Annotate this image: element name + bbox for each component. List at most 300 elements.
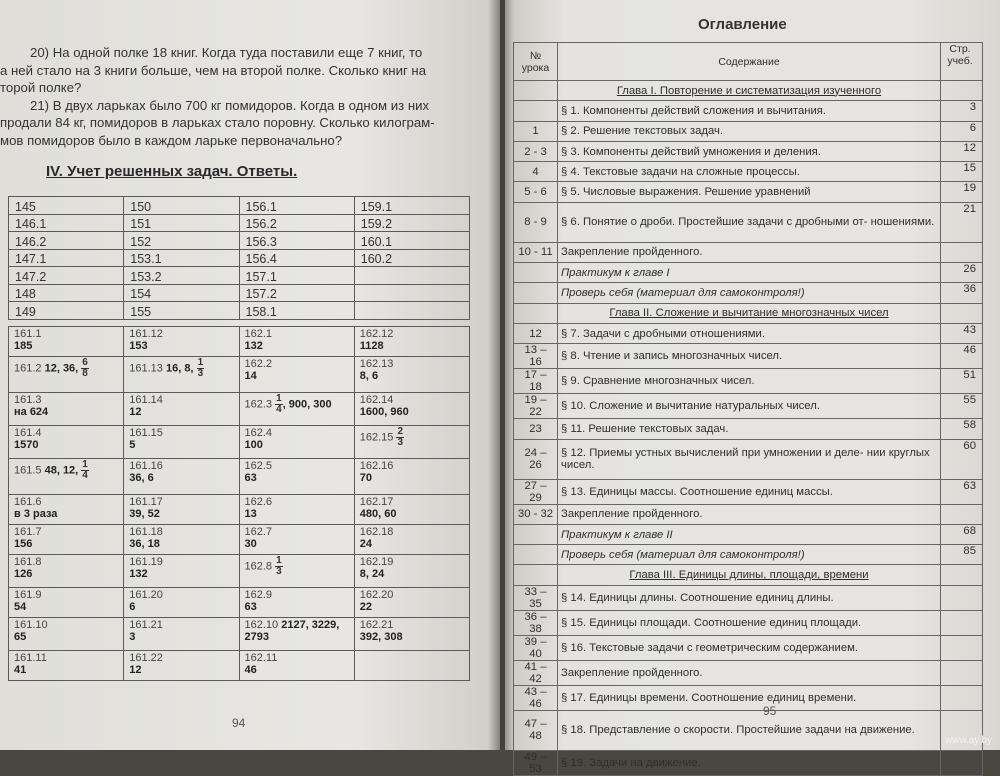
answer-key: 161.16 [129, 460, 163, 472]
toc-content: § 19. Задачи на движение. [558, 750, 941, 775]
answer-value: 65 [14, 631, 27, 643]
problem-text [0, 44, 478, 149]
answer-cell [239, 525, 354, 555]
table-row [9, 267, 470, 285]
answer-value: 2127, 3229, [281, 619, 340, 631]
answer-value: 2793 [244, 631, 269, 643]
answer-key: 162.21 [359, 619, 394, 631]
toc-num [514, 545, 558, 565]
answer-cell [9, 495, 124, 525]
toc-num: 4 [514, 162, 558, 182]
toc-header-content: Содержание [558, 43, 941, 81]
answer-key: 162.9 [244, 589, 273, 601]
toc-title: Оглавление [698, 16, 787, 33]
table-cell: 150 [124, 197, 239, 215]
answer-cell [9, 393, 124, 426]
answer-key: 162.15 [359, 431, 394, 444]
answer-cell [354, 327, 469, 357]
toc-num: 12 [514, 323, 558, 343]
answer-cell [239, 618, 354, 651]
answer-cell [124, 525, 239, 555]
answer-key: 162.5 [244, 460, 273, 472]
toc-content: Практикум к главе II [558, 524, 941, 544]
answers-table [8, 326, 470, 681]
toc-page: 21 [941, 202, 983, 242]
fraction [81, 358, 89, 379]
toc-row [514, 141, 983, 161]
table-cell [354, 284, 469, 302]
answer-cell [9, 588, 124, 618]
toc-num: 23 [514, 419, 558, 439]
fraction-numerator: 1 [197, 357, 204, 368]
answer-value: 36, 6 [129, 472, 154, 484]
answer-key: 161.4 [14, 427, 42, 439]
toc-header-num: № урока [514, 43, 558, 81]
answer-value: 6 [129, 601, 136, 613]
table-cell: 153.1 [124, 249, 239, 267]
answer-cell [124, 393, 239, 426]
answer-key: 162.18 [359, 526, 394, 538]
answer-key: 161.7 [14, 526, 42, 538]
fraction-numerator: 1 [276, 555, 282, 566]
toc-header-page: Стр. учеб. [941, 43, 983, 81]
table-cell: 156.1 [239, 197, 354, 215]
table-row [9, 525, 470, 555]
fraction-denominator: 4 [82, 470, 88, 481]
answer-cell [9, 618, 124, 651]
answer-value: 63 [244, 601, 257, 613]
answer-cell [354, 426, 469, 459]
table-row [9, 302, 470, 320]
answer-value: 5 [129, 439, 136, 451]
toc-page [941, 685, 983, 710]
watermark: www.ay.by [944, 735, 992, 746]
toc-num: 5 - 6 [514, 182, 558, 202]
answer-value: 8, 6 [359, 370, 379, 382]
answer-value: 48, 12, [44, 464, 79, 477]
toc-content: Закрепление пройденного. [558, 504, 941, 524]
fraction [275, 556, 283, 577]
toc-page: 85 [941, 545, 983, 565]
toc-num [514, 524, 558, 544]
table-cell: 146.1 [9, 214, 124, 232]
answer-key: 161.14 [129, 394, 163, 406]
answer-key: 162.2 [244, 358, 273, 370]
answer-cell [239, 393, 354, 426]
toc-row [514, 685, 983, 710]
toc-page [941, 303, 983, 323]
table-cell: 157.1 [239, 267, 354, 285]
answer-value: 8, 24 [359, 568, 385, 580]
answer-value: 12 [129, 664, 142, 676]
answer-key: 162.17 [359, 496, 394, 508]
toc-page: 58 [941, 419, 983, 439]
toc-row [514, 710, 983, 750]
toc-content: Закрепление пройденного. [558, 660, 941, 685]
toc-content: § 5. Числовые выражения. Решение уравнений [558, 182, 941, 202]
table-cell: 146.2 [9, 232, 124, 250]
answer-value: 12 [129, 406, 142, 418]
answer-value: 156 [14, 538, 33, 550]
toc-page: 68 [941, 524, 983, 544]
toc-row [514, 369, 983, 394]
toc-content: § 3. Компоненты действий умножения и деления. [558, 141, 941, 161]
answer-key: 162.8 [244, 560, 273, 573]
answer-value: , 900, 300 [282, 398, 332, 411]
table-cell: 159.1 [354, 197, 469, 215]
left-page [0, 0, 500, 750]
table-cell: 156.2 [239, 214, 354, 232]
toc-header-row [514, 43, 983, 81]
answer-cell [354, 495, 469, 525]
problem-line: а ней стало на 3 книги больше, чем на второй полке. Сколько книг на [0, 62, 427, 78]
toc-num: 41 – 42 [514, 660, 558, 685]
answer-cell [239, 327, 354, 357]
toc-content: § 8. Чтение и запись многозначных чисел. [558, 344, 941, 369]
table-cell [354, 302, 469, 320]
toc-row [514, 121, 983, 141]
answer-value: 1570 [14, 439, 39, 451]
table-row [9, 588, 470, 618]
answers-simple-table [8, 196, 470, 320]
answer-cell [354, 618, 469, 651]
fraction-denominator: 8 [82, 368, 88, 379]
answer-cell [9, 357, 124, 393]
toc-content: Глава II. Сложение и вычитание многозначных чисел [558, 303, 941, 323]
toc-page: 15 [941, 162, 983, 182]
toc-page [941, 242, 983, 262]
table-row [9, 426, 470, 459]
table-row [9, 357, 470, 393]
toc-num: 33 – 35 [514, 585, 558, 610]
table-row [9, 327, 470, 357]
fraction-numerator: 2 [397, 426, 404, 437]
fraction [81, 460, 89, 481]
answer-cell [124, 357, 239, 393]
table-cell: 155 [124, 302, 239, 320]
table-cell: 153.2 [124, 267, 239, 285]
toc-page: 3 [941, 101, 983, 121]
answer-value: 185 [14, 340, 33, 352]
toc-page: 12 [941, 141, 983, 161]
toc-row [514, 182, 983, 202]
table-cell: 160.2 [354, 249, 469, 267]
answer-value: 16, 8, [165, 362, 194, 375]
table-cell: 147.2 [9, 267, 124, 285]
answer-cell [124, 426, 239, 459]
fraction-numerator: 6 [82, 357, 88, 368]
toc-page [941, 504, 983, 524]
fraction-denominator: 3 [276, 566, 282, 577]
table-row [9, 393, 470, 426]
toc-row [514, 565, 983, 585]
toc-num: 19 – 22 [514, 394, 558, 419]
toc-page: 60 [941, 439, 983, 479]
toc-content: Закрепление пройденного. [558, 242, 941, 262]
table-cell: 145 [9, 197, 124, 215]
answer-key: 162.13 [359, 358, 394, 370]
toc-row [514, 524, 983, 544]
toc-content: § 12. Приемы устных вычислений при умножении и деле- нии круглых чисел. [558, 439, 941, 479]
toc-row [514, 439, 983, 479]
right-page [505, 0, 1000, 775]
answer-key: 162.16 [359, 460, 394, 472]
toc-row [514, 394, 983, 419]
toc-content: § 13. Единицы массы. Соотношение единиц массы. [558, 479, 941, 504]
toc-content: § 4. Текстовые задачи на сложные процессы. [558, 162, 941, 182]
answer-value: 24 [359, 538, 372, 550]
fraction [396, 427, 404, 448]
answer-value: 12, 36, [44, 362, 79, 375]
table-row [9, 459, 470, 495]
toc-row [514, 750, 983, 775]
answer-cell [124, 555, 239, 588]
toc-row [514, 263, 983, 283]
answer-value: 480, 60 [359, 508, 397, 520]
answer-key: 162.11 [244, 652, 278, 664]
toc-content: § 6. Понятие о дроби. Простейшие задачи с дробными от- ношениями. [558, 202, 941, 242]
answer-key: 162.10 [244, 619, 279, 631]
answer-key: 162.19 [359, 556, 394, 568]
toc-num: 39 – 40 [514, 635, 558, 660]
toc-page [941, 610, 983, 635]
page-number-left: 94 [232, 716, 246, 730]
page-number-right: 95 [763, 704, 777, 718]
toc-num: 17 – 18 [514, 369, 558, 394]
table-cell: 156.4 [239, 249, 354, 267]
answer-key: 161.22 [129, 652, 163, 664]
answer-key: 161.9 [14, 589, 42, 601]
toc-page: 55 [941, 394, 983, 419]
answer-value: 1128 [359, 340, 384, 352]
answer-key: 162.1 [244, 328, 273, 340]
answer-cell [9, 327, 124, 357]
answer-cell [239, 588, 354, 618]
toc-page: 26 [941, 263, 983, 283]
table-cell: 147.1 [9, 249, 124, 267]
table-row [9, 555, 470, 588]
toc-page: 6 [941, 121, 983, 141]
toc-row [514, 504, 983, 524]
table-cell: 149 [9, 302, 124, 320]
fraction-denominator: 3 [397, 437, 404, 448]
toc-page [941, 585, 983, 610]
table-cell: 151 [124, 214, 239, 232]
table-cell [354, 267, 469, 285]
problem-line: 20) На одной полке 18 книг. Когда туда поставили еще 7 книг, то [30, 45, 423, 60]
toc-num [514, 81, 558, 101]
answer-cell [239, 357, 354, 393]
toc-num: 2 - 3 [514, 141, 558, 161]
answer-cell [354, 555, 469, 588]
answer-key: 161.17 [129, 496, 163, 508]
answer-value: 36, 18 [129, 538, 160, 550]
toc-num [514, 263, 558, 283]
answer-key: 161.1 [14, 328, 42, 340]
answer-cell [9, 426, 124, 459]
answer-cell [124, 588, 239, 618]
table-cell: 158.1 [239, 302, 354, 320]
answer-key: 162.3 [244, 398, 273, 411]
toc-content: § 1. Компоненты действий сложения и вычитания. [558, 101, 941, 121]
answer-value: 63 [244, 472, 257, 484]
toc-row [514, 162, 983, 182]
toc-row [514, 479, 983, 504]
answer-value: в 3 раза [14, 508, 58, 520]
answer-value: 41 [14, 664, 27, 676]
fraction-denominator: 3 [197, 368, 204, 379]
table-cell: 159.2 [354, 214, 469, 232]
table-row [9, 651, 470, 681]
answer-value: 392, 308 [359, 631, 403, 643]
problem-line: продали 84 кг, помидоров в ларьках стало поровну. Сколько килограм- [0, 115, 435, 130]
toc-row [514, 323, 983, 343]
answer-value: 153 [129, 340, 148, 352]
toc-page: 36 [941, 283, 983, 303]
toc-content: § 15. Единицы площади. Соотношение единиц площади. [558, 610, 941, 635]
answer-value: 126 [14, 568, 33, 580]
answer-key: 161.10 [14, 619, 48, 631]
answer-value: 22 [359, 601, 372, 613]
answer-value: 132 [129, 568, 148, 580]
toc-num [514, 283, 558, 303]
answer-key: 161.3 [14, 394, 42, 406]
toc-content: § 17. Единицы времени. Соотношение единиц времени. [558, 685, 941, 710]
toc-num [514, 565, 558, 585]
answer-cell [124, 651, 239, 681]
toc-row [514, 344, 983, 369]
answer-key: 161.8 [14, 556, 42, 568]
answer-key: 162.6 [244, 496, 273, 508]
answer-key: 161.11 [14, 652, 47, 664]
answer-value: 1600, 960 [359, 406, 409, 418]
answer-cell [9, 459, 124, 495]
toc-num: 43 – 46 [514, 685, 558, 710]
toc-row [514, 283, 983, 303]
table-row [9, 495, 470, 525]
fraction [275, 394, 283, 415]
toc-page [941, 635, 983, 660]
toc-num: 10 - 11 [514, 242, 558, 262]
toc-num [514, 303, 558, 323]
toc-content: § 18. Представление о скорости. Простейшие задачи на движение. [558, 710, 941, 750]
toc-row [514, 101, 983, 121]
toc-content: § 10. Сложение и вычитание натуральных чисел. [558, 394, 941, 419]
answer-cell [354, 588, 469, 618]
answer-value: 14 [244, 370, 257, 382]
answer-cell [354, 651, 469, 681]
answer-cell [9, 555, 124, 588]
answer-cell [354, 525, 469, 555]
answer-value: 39, 52 [129, 508, 160, 520]
answer-value: 3 [129, 631, 136, 643]
toc-num: 49 – 53 [514, 750, 558, 775]
toc-content: § 7. Задачи с дробными отношениями. [558, 323, 941, 343]
section-title: IV. Учет решенных задач. Ответы. [46, 163, 298, 180]
answer-key: 161.21 [129, 619, 163, 631]
answer-key: 161.15 [129, 427, 163, 439]
toc-page [941, 660, 983, 685]
toc-num: 24 – 26 [514, 439, 558, 479]
toc-page: 51 [941, 369, 983, 394]
answer-cell [9, 651, 124, 681]
answer-key: 161.19 [129, 556, 163, 568]
toc-page [941, 750, 983, 775]
toc-page [941, 565, 983, 585]
answer-key: 161.2 [14, 362, 42, 375]
answer-key: 161.13 [129, 362, 163, 375]
fraction [197, 358, 205, 379]
book-gutter [488, 0, 514, 750]
table-row [9, 618, 470, 651]
answer-cell [239, 426, 354, 459]
toc-page: 63 [941, 479, 983, 504]
answer-value: 46 [244, 664, 257, 676]
answer-key: 162.20 [359, 589, 394, 601]
answer-cell [239, 459, 354, 495]
answer-cell [124, 495, 239, 525]
answer-cell [239, 651, 354, 681]
answer-cell [354, 459, 469, 495]
toc-content: § 2. Решение текстовых задач. [558, 121, 941, 141]
toc-content: Проверь себя (материал для самоконтроля!) [558, 283, 941, 303]
answer-value: 70 [359, 472, 372, 484]
toc-content: Глава III. Единицы длины, площади, времени [558, 565, 941, 585]
table-row [9, 214, 470, 232]
answer-key: 162.12 [359, 328, 394, 340]
toc-row [514, 610, 983, 635]
toc-row [514, 202, 983, 242]
answer-key: 162.7 [244, 526, 273, 538]
toc-num: 1 [514, 121, 558, 141]
toc-row [514, 419, 983, 439]
answer-cell [124, 459, 239, 495]
fraction-numerator: 1 [82, 459, 88, 470]
problem-line: 21) В двух ларьках было 700 кг помидоров. Когда в одном из них [30, 97, 430, 113]
toc-row [514, 81, 983, 101]
answer-key: 162.4 [244, 427, 273, 439]
toc-row [514, 585, 983, 610]
toc-page: 46 [941, 344, 983, 369]
table-row [9, 197, 470, 215]
table-row [9, 249, 470, 267]
answer-value: 132 [244, 340, 263, 352]
answer-cell [124, 618, 239, 651]
toc-page: 19 [941, 182, 983, 202]
toc-row [514, 660, 983, 685]
toc-page [941, 81, 983, 101]
toc-row [514, 635, 983, 660]
toc-content: Проверь себя (материал для самоконтроля!) [558, 545, 941, 565]
answer-key: 162.14 [359, 394, 394, 406]
answer-cell [9, 525, 124, 555]
answer-cell [354, 393, 469, 426]
toc-page: 43 [941, 323, 983, 343]
table-row [9, 232, 470, 250]
toc-content: § 11. Решение текстовых задач. [558, 419, 941, 439]
toc-row [514, 303, 983, 323]
toc-row [514, 242, 983, 262]
toc-content: Глава I. Повторение и систематизация изученного [558, 81, 941, 101]
toc-content: § 16. Текстовые задачи с геометрическим содержанием. [558, 635, 941, 660]
answer-cell [239, 495, 354, 525]
answer-key: 161.5 [14, 464, 42, 477]
toc-content: § 14. Единицы длины. Соотношение единиц длины. [558, 585, 941, 610]
answer-cell [239, 555, 354, 588]
answer-value: 100 [244, 439, 263, 451]
table-cell: 160.1 [354, 232, 469, 250]
answer-cell [354, 357, 469, 393]
